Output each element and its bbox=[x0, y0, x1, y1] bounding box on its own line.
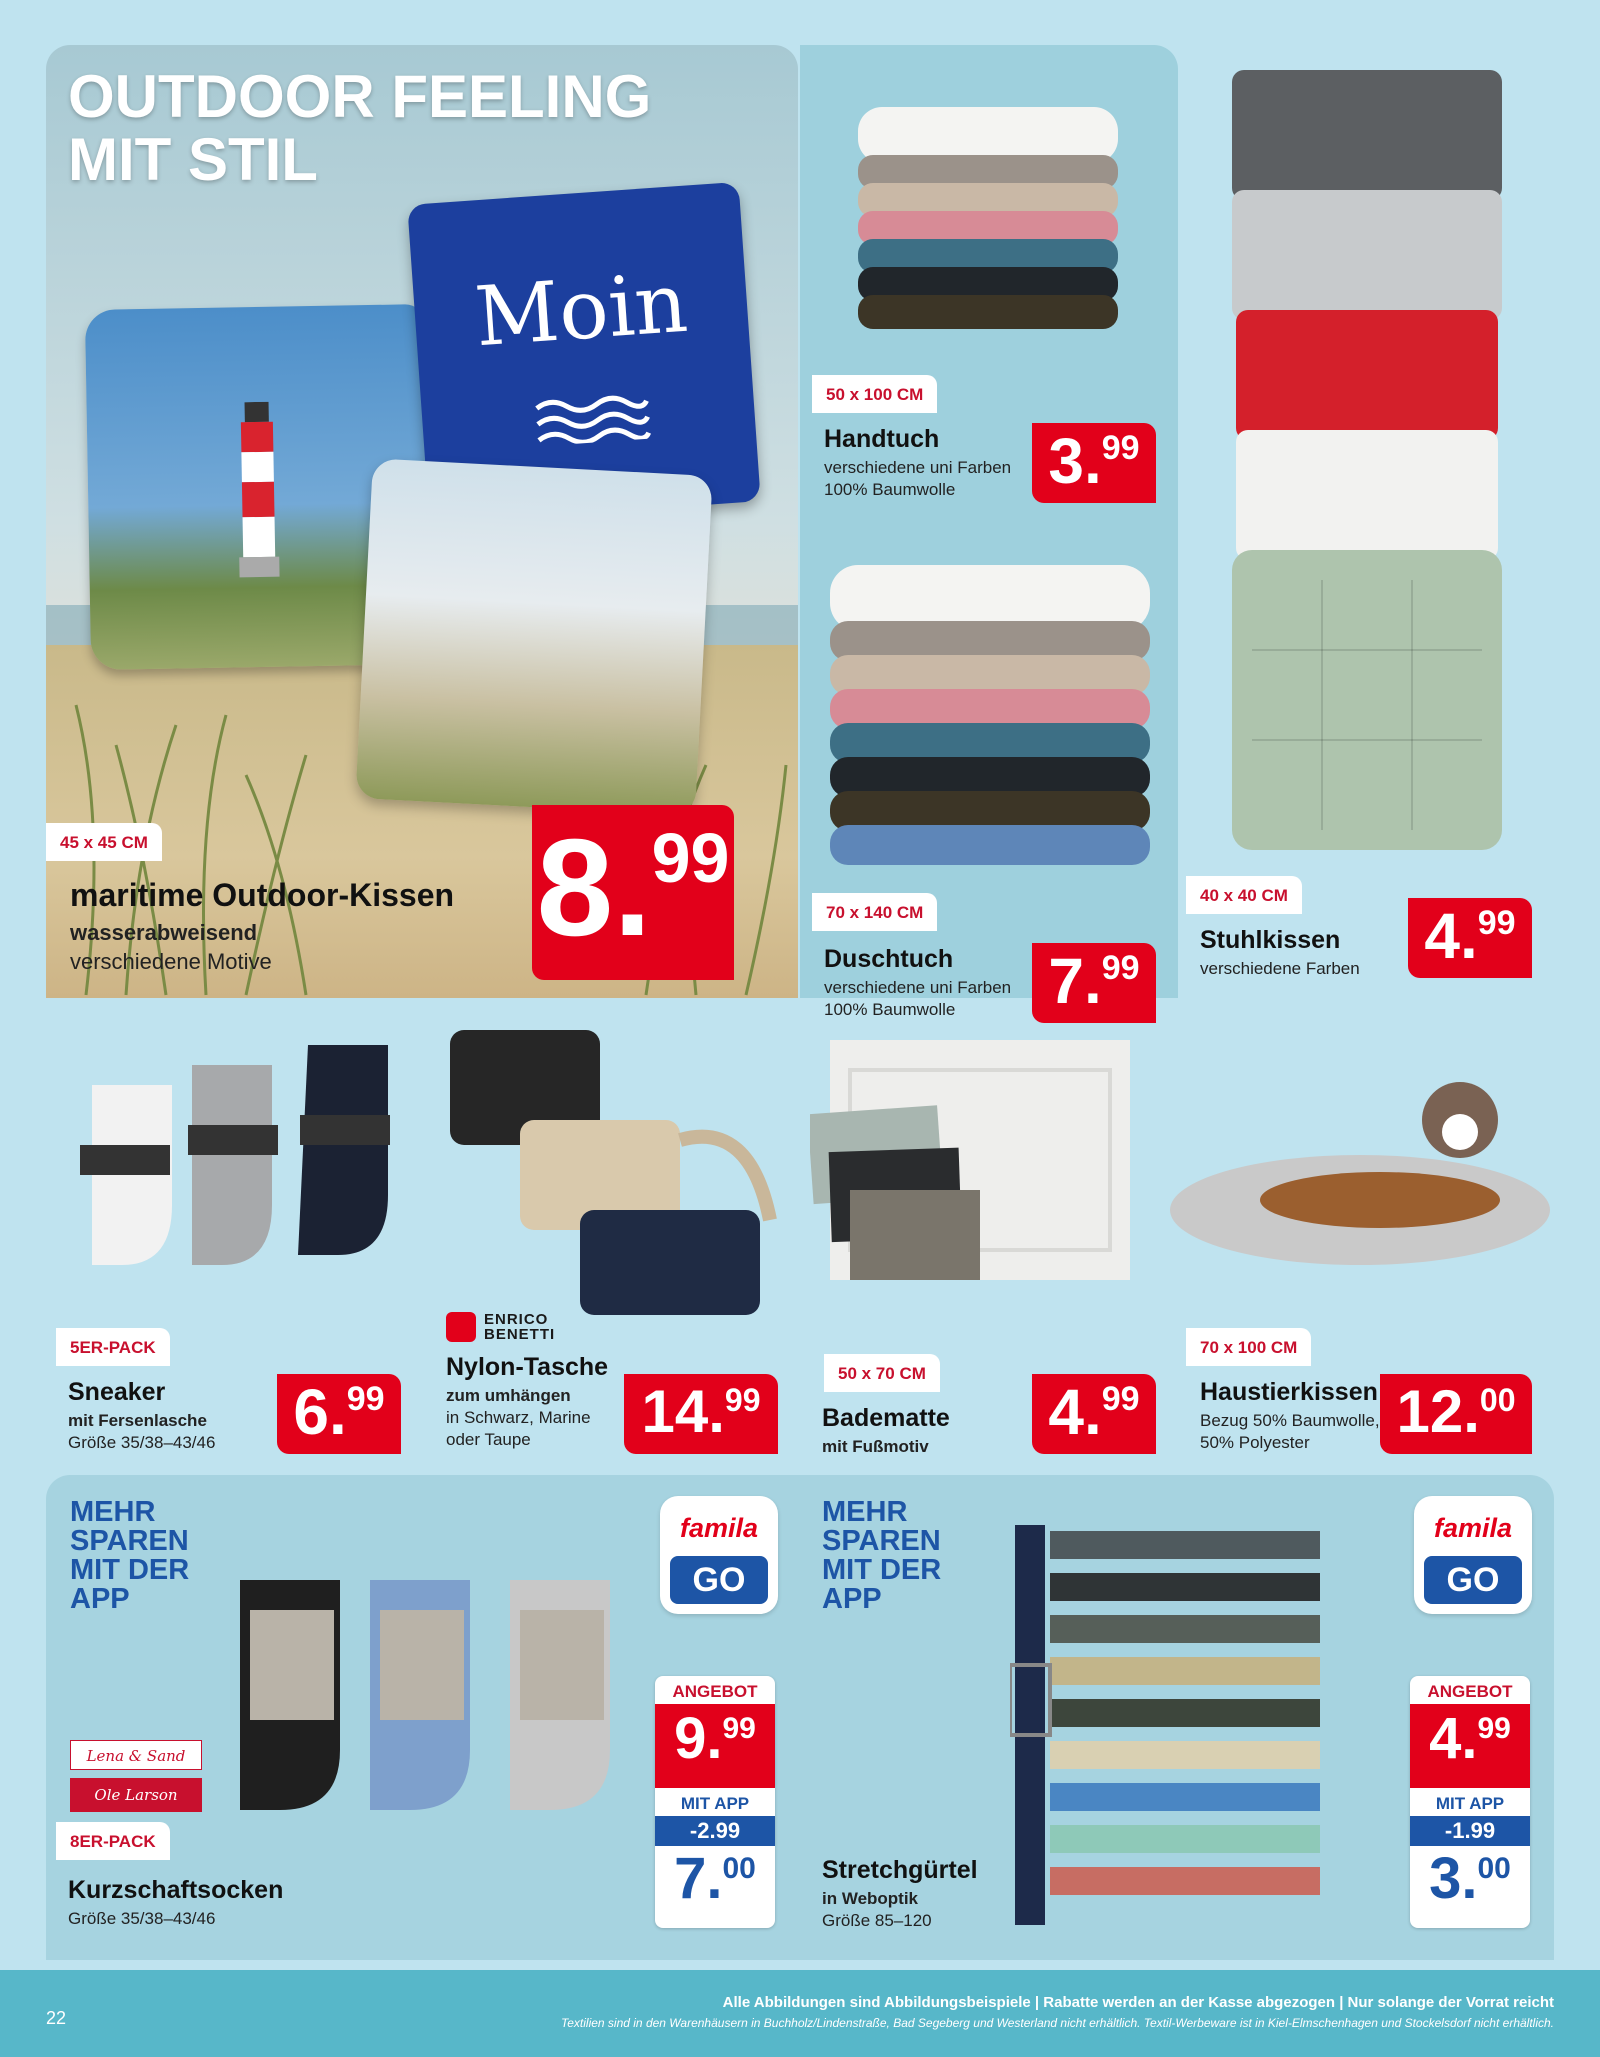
price-dec: 99 bbox=[724, 1382, 761, 1418]
logo-top: famila bbox=[1433, 1513, 1513, 1543]
app-price bbox=[1410, 1846, 1530, 1928]
guertel-name: Stretchgürtel bbox=[822, 1856, 978, 1884]
duschtuch-image bbox=[820, 565, 1160, 895]
price-int: 14. bbox=[641, 1378, 725, 1445]
page-number: 22 bbox=[46, 2008, 67, 2028]
sneaker-desc1: mit Fersenlasche bbox=[68, 1411, 207, 1430]
guertel-desc2: Größe 85–120 bbox=[822, 1911, 932, 1931]
socken-desc: Größe 35/38–43/46 bbox=[68, 1909, 216, 1928]
duschtuch-name: Duschtuch bbox=[824, 945, 954, 973]
offer-price bbox=[655, 1704, 775, 1788]
haustierkissen-image bbox=[1160, 1050, 1560, 1270]
guertel-desc1: in Weboptik bbox=[822, 1889, 919, 1908]
haustier-desc bbox=[1200, 1410, 1380, 1454]
price-int: 3. bbox=[1048, 425, 1102, 497]
guertel-desc bbox=[822, 1888, 932, 1932]
stuhlkissen-price bbox=[1408, 898, 1532, 978]
head2: SPAREN bbox=[70, 1525, 189, 1557]
head1: MEHR bbox=[822, 1496, 908, 1528]
app-right-headline bbox=[822, 1498, 941, 1614]
socken-pack-tag: 8ER-PACK bbox=[56, 1822, 170, 1860]
price-int: 4. bbox=[1429, 1706, 1478, 1771]
haustier-desc2: 50% Polyester bbox=[1200, 1433, 1310, 1453]
kurzschaftsocken-image bbox=[220, 1570, 650, 1830]
price-int: 3. bbox=[1429, 1846, 1478, 1911]
price-int: 7. bbox=[1048, 945, 1102, 1017]
headline-line1: OUTDOOR FEELING bbox=[68, 63, 652, 130]
socken-name: Kurzschaftsocken bbox=[68, 1876, 284, 1904]
badematte-size-tag: 50 x 70 CM bbox=[824, 1354, 940, 1392]
hero-product-desc bbox=[70, 919, 272, 976]
haustier-size-tag: 70 x 100 CM bbox=[1186, 1328, 1311, 1366]
tasche-desc2: in Schwarz, Marine bbox=[446, 1408, 591, 1428]
famila-go-logo-right bbox=[1414, 1496, 1532, 1614]
sneaker-desc bbox=[68, 1410, 215, 1454]
handtuch-desc1: verschiedene uni Farben bbox=[824, 458, 1012, 477]
tasche-name: Nylon-Tasche bbox=[446, 1353, 609, 1381]
tasche-image bbox=[440, 1020, 780, 1320]
dune-pillow-image bbox=[355, 458, 712, 815]
logo-top: famila bbox=[679, 1513, 759, 1543]
duschtuch-price bbox=[1032, 943, 1156, 1023]
price-dec: 00 bbox=[722, 1852, 756, 1885]
tasche-desc1: zum umhängen bbox=[446, 1386, 571, 1405]
price-int: 4. bbox=[1048, 1376, 1102, 1448]
haustier-price bbox=[1380, 1374, 1532, 1454]
hero-panel bbox=[46, 45, 798, 998]
hero-product-name: maritime Outdoor-Kissen bbox=[70, 877, 455, 913]
price-int: 12. bbox=[1396, 1378, 1480, 1445]
price-dec: 00 bbox=[1479, 1382, 1516, 1418]
handtuch-size-tag: 50 x 100 CM bbox=[812, 375, 937, 413]
stuhlkissen-name: Stuhlkissen bbox=[1200, 926, 1341, 954]
app-label: MIT APP bbox=[1435, 1794, 1505, 1813]
price-int: 9. bbox=[674, 1706, 723, 1771]
app-left-headline bbox=[70, 1498, 189, 1614]
headline-line2: MIT STIL bbox=[68, 126, 318, 193]
logo-bottom: GO bbox=[670, 1556, 768, 1604]
stuhlkissen-desc: verschiedene Farben bbox=[1200, 959, 1360, 978]
price-dec: 00 bbox=[1477, 1852, 1511, 1885]
hero-desc1: wasserabweisend bbox=[70, 920, 258, 945]
price-dec: 99 bbox=[1101, 1380, 1140, 1418]
sneaker-price bbox=[277, 1374, 401, 1454]
price-int: 7. bbox=[674, 1846, 723, 1911]
app-right-offer bbox=[1410, 1676, 1530, 1928]
head2: SPAREN bbox=[822, 1525, 941, 1557]
price-dec: 99 bbox=[651, 819, 730, 897]
brand-line2: BENETTI bbox=[484, 1326, 556, 1343]
price-dec: 99 bbox=[1101, 429, 1140, 467]
tasche-desc3: oder Taupe bbox=[446, 1430, 531, 1450]
lena-sand-logo: Lena & Sand bbox=[70, 1740, 202, 1770]
price-int: 4. bbox=[1424, 900, 1478, 972]
head3: MIT DER bbox=[822, 1554, 942, 1586]
brand-icon bbox=[446, 1312, 476, 1342]
pillow-text: Moin bbox=[471, 255, 691, 366]
price-dec: 99 bbox=[346, 1380, 385, 1418]
haustier-name: Haustierkissen bbox=[1200, 1378, 1378, 1406]
app-price bbox=[655, 1846, 775, 1928]
duschtuch-desc1: verschiedene uni Farben bbox=[824, 978, 1012, 997]
badematte-price bbox=[1032, 1374, 1156, 1454]
sneaker-desc2: Größe 35/38–43/46 bbox=[68, 1433, 216, 1453]
price-dec: 99 bbox=[1101, 949, 1140, 987]
hero-price bbox=[532, 805, 734, 980]
sneaker-image bbox=[72, 1045, 402, 1295]
handtuch-image bbox=[848, 107, 1128, 387]
head3: MIT DER bbox=[70, 1554, 190, 1586]
duschtuch-desc bbox=[824, 977, 1011, 1021]
head4: APP bbox=[822, 1583, 882, 1615]
stretchguertel-image bbox=[1010, 1525, 1330, 1935]
handtuch-desc bbox=[824, 457, 1011, 501]
towel-panel bbox=[800, 45, 1178, 1020]
handtuch-name: Handtuch bbox=[824, 425, 940, 453]
lighthouse-icon bbox=[227, 401, 290, 602]
app-discount: -2.99 bbox=[655, 1816, 775, 1846]
handtuch-desc2: 100% Baumwolle bbox=[824, 480, 956, 500]
sneaker-name: Sneaker bbox=[68, 1378, 166, 1406]
enrico-benetti-logo bbox=[446, 1312, 555, 1342]
footer-line2: Textilien sind in den Warenhäusern in Buchholz/Lindenstraße, Bad Segeberg und Westerland nicht erhältlich. Textil-Werbeware ist in Kiel-Elmschenhagen und Stockelsdorf nicht erhältlich. bbox=[561, 2016, 1554, 2030]
price-int: 6. bbox=[293, 1376, 347, 1448]
badematte-name: Badematte bbox=[822, 1404, 950, 1432]
offer-label: ANGEBOT bbox=[672, 1682, 758, 1701]
brand-line1: ENRICO bbox=[484, 1311, 549, 1328]
hero-headline bbox=[68, 65, 651, 191]
offer-price bbox=[1410, 1704, 1530, 1788]
tasche-desc bbox=[446, 1385, 591, 1451]
head4: APP bbox=[70, 1583, 130, 1615]
app-left-offer bbox=[655, 1676, 775, 1928]
app-discount: -1.99 bbox=[1410, 1816, 1530, 1846]
famila-go-logo-left bbox=[660, 1496, 778, 1614]
stuhlkissen-size-tag: 40 x 40 CM bbox=[1186, 876, 1302, 914]
head1: MEHR bbox=[70, 1496, 156, 1528]
tasche-price bbox=[624, 1374, 778, 1454]
duschtuch-desc2: 100% Baumwolle bbox=[824, 1000, 956, 1020]
hero-desc2: verschiedene Motive bbox=[70, 948, 272, 974]
haustier-desc1: Bezug 50% Baumwolle, bbox=[1200, 1411, 1380, 1430]
price-int: 8. bbox=[536, 811, 652, 965]
price-dec: 99 bbox=[1477, 1712, 1511, 1745]
offer-label: ANGEBOT bbox=[1427, 1682, 1513, 1701]
handtuch-price bbox=[1032, 423, 1156, 503]
badematte-desc: mit Fußmotiv bbox=[822, 1437, 929, 1456]
hero-size-tag: 45 x 45 CM bbox=[46, 823, 162, 861]
app-label: MIT APP bbox=[680, 1794, 750, 1813]
ole-larson-logo: Ole Larson bbox=[70, 1778, 202, 1812]
wave-icon bbox=[531, 388, 654, 446]
price-dec: 99 bbox=[1477, 904, 1516, 942]
price-dec: 99 bbox=[722, 1712, 756, 1745]
sneaker-size-tag: 5ER-PACK bbox=[56, 1328, 170, 1366]
stuhlkissen-image bbox=[1222, 60, 1522, 880]
footer bbox=[0, 1970, 1600, 2057]
footer-line1: Alle Abbildungen sind Abbildungsbeispiele | Rabatte werden an der Kasse abgezogen | Nur solange der Vorrat reicht bbox=[722, 1994, 1554, 2011]
duschtuch-size-tag: 70 x 140 CM bbox=[812, 893, 937, 931]
badematte-image bbox=[810, 1040, 1150, 1300]
logo-bottom: GO bbox=[1424, 1556, 1522, 1604]
